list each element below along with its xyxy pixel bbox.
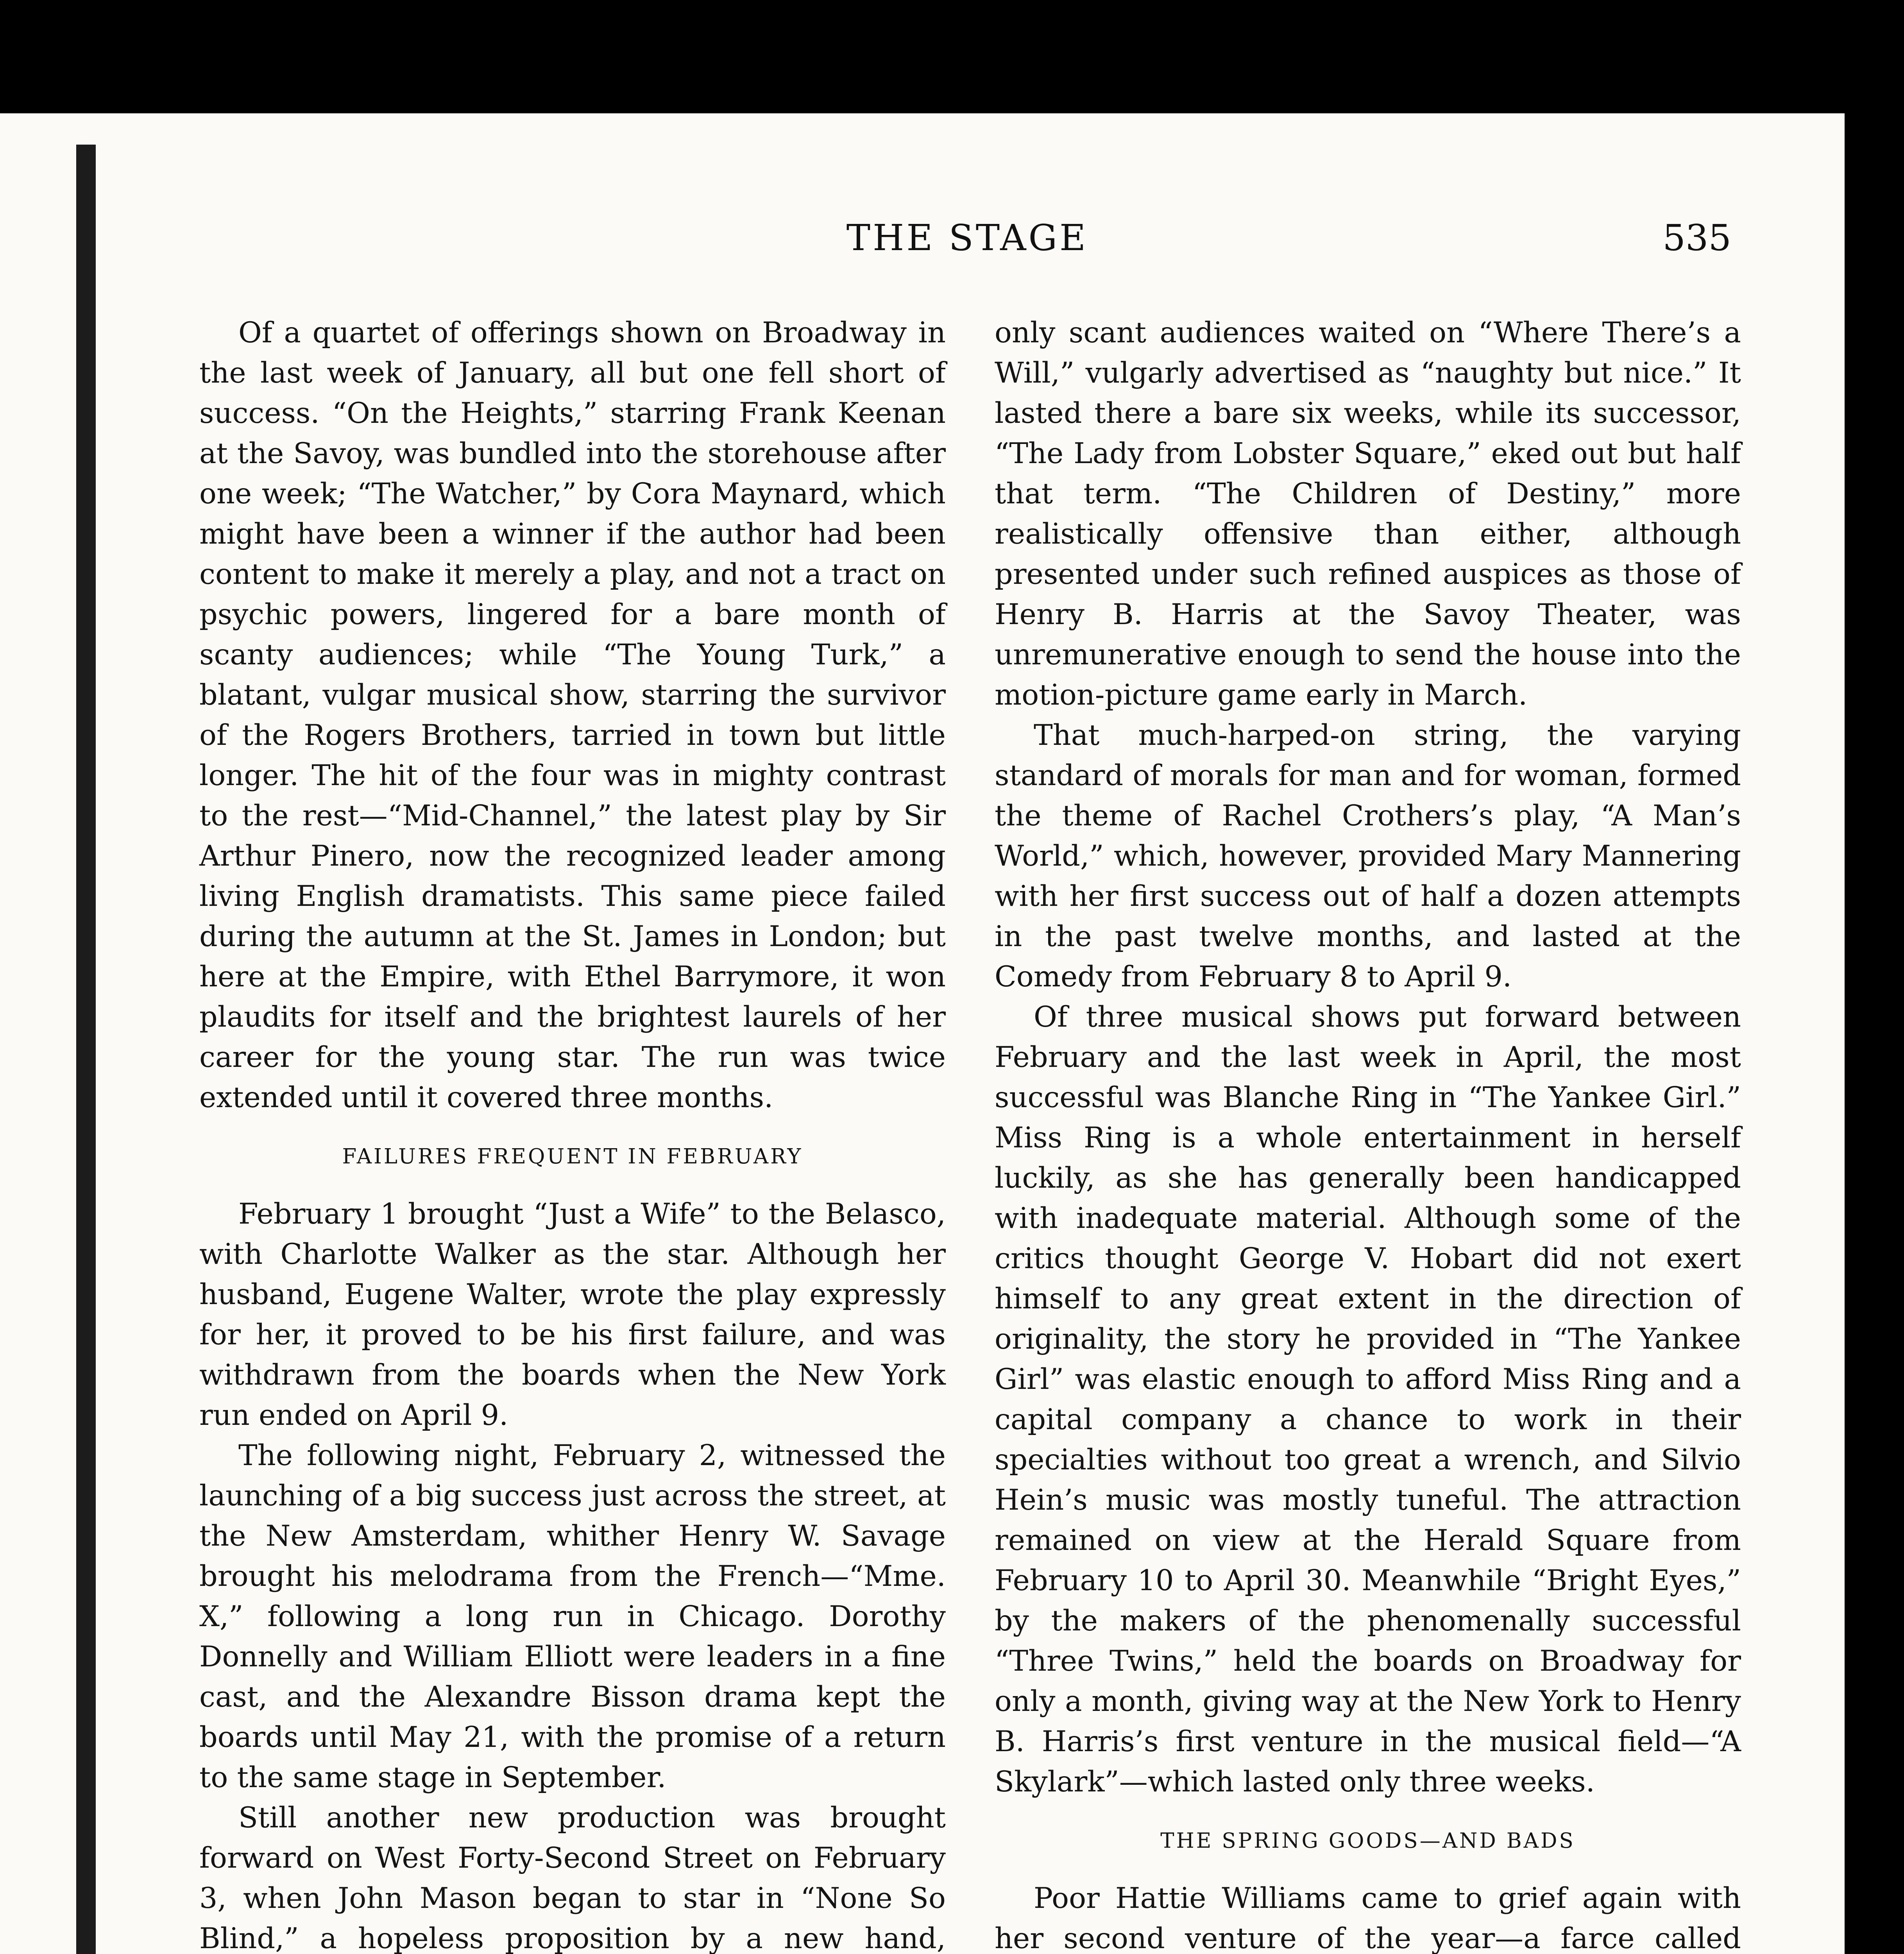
paragraph: Of three musical shows put forward between February and the last week in April, the most successful was Blanche Ring in “The Yankee Girl.” Miss Ring is a whole entertainment in herself luckily, as she has generally been handicapped with inadequate material. Although some of the critics thought George V. Hobart did not exert himself to any great extent in the direction of originality, the story he provided in “The Yankee Girl” was elastic enough to afford Miss Ring and a capital company a chance to work in their specialties without too great a wrench, and Silvio Hein’s music was mostly tuneful. The attraction remained on view at the Herald Square from February 10 to April 30. Meanwhile “Bright Eyes,” by the makers of the phenomenally successful “Three Twins,” held the boards on Broadway for only a month, giving way at the New York to Henry B. Harris’s first venture in the musical field—“A Skylark”—which lasted only three weeks. xyxy=(995,1000,1741,1798)
left-column xyxy=(199,313,946,1954)
paragraph: Still another new production was brought forward on West Forty-Second Street on February 3, when John Mason began to star in “None So Blind,” a hopeless proposition by a new hand, xyxy=(199,1801,946,1954)
right-column xyxy=(995,313,1741,1954)
paragraph: February 1 brought “Just a Wife” to the Belasco, with Charlotte Walker as the star. Although her husband, Eugene Walter, wrote the play expressly for her, it proved to be his first failure, and was withdrawn from the boards when the New York run ended on April 9. xyxy=(199,1197,946,1432)
running-head: THE STAGE xyxy=(846,217,1088,259)
paragraph: Of a quartet of offerings shown on Broadway in the last week of January, all but one fell short of success. “On the Heights,” starring Frank Keenan at the Savoy, was bundled into the storehouse after one week; “The Watcher,” by Cora Maynard, which might have been a winner if the author had been content to make it merely a play, and not a tract on psychic powers, lingered for a bare month of scanty audiences; while “The Young Turk,” a blatant, vulgar musical show, starring the survivor of the Rogers Brothers, tarried in town but little longer. The hit of the four was in mighty contrast to the rest—“Mid-Channel,” the latest play by Sir Arthur Pinero, now the recognized leader among living English dramatists. This same piece failed during the autumn at the St. James in London; but here at the Empire, with Ethel Barrymore, it won plaudits for itself and the brightest laurels of her career for the young star. The run was twice extended until it covered three months. xyxy=(199,316,946,1114)
section-heading: THE SPRING GOODS—AND BADS xyxy=(1160,1829,1575,1853)
paragraph: The following night, February 2, witnessed the launching of a big success just across the street, at the New Amsterdam, whither Henry W. Savage brought his melodrama from the French—“Mme. X,” following a long run in Chicago. Dorothy Donnelly and William Elliott were leaders in a fine cast, and the Alexandre Bisson drama kept the boards until May 21, with the promise of a return to the same stage in September. xyxy=(199,1439,946,1794)
page-header xyxy=(203,217,1731,272)
paragraph: only scant audiences waited on “Where There’s a Will,” vulgarly advertised as “naughty but nice.” It lasted there a bare six weeks, while its successor, “The Lady from Lobster Square,” eked out but half that term. “The Children of Destiny,” more realistically offensive than either, although presented under such refined auspices as those of Henry B. Harris at the Savoy Theater, was unremunerative enough to send the house into the motion-picture game early in March. xyxy=(995,316,1741,712)
section-heading: FAILURES FREQUENT IN FEBRUARY xyxy=(342,1145,803,1168)
paragraph: That much-harped-on string, the varying standard of morals for man and for woman, formed the theme of Rachel Crothers’s play, “A Man’s World,” which, however, provided Mary Mannering with her first success out of half a dozen attempts in the past twelve months, and lasted at the Comedy from February 8 to April 9. xyxy=(995,719,1741,993)
page-number: 535 xyxy=(1662,217,1731,259)
binding-edge xyxy=(76,145,96,1954)
paragraph: Poor Hattie Williams came to grief again with her second venture of the year—a farce called xyxy=(995,1882,1741,1954)
